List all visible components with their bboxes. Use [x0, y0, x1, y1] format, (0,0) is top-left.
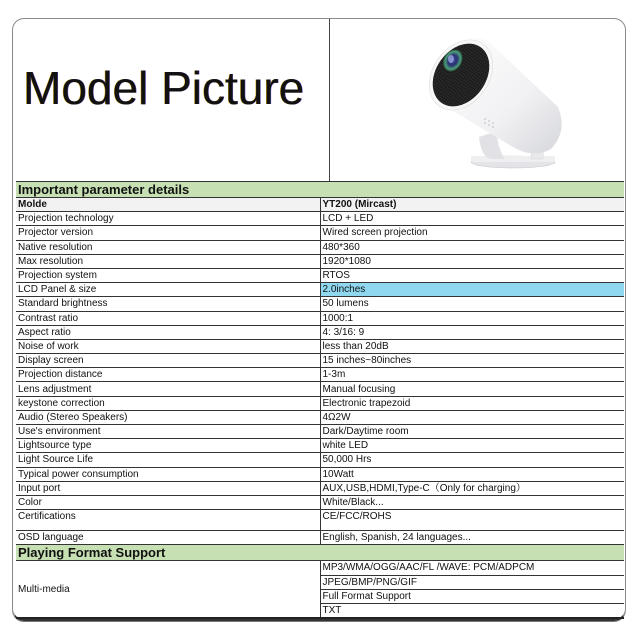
table-row — [16, 425, 624, 439]
table-row — [16, 212, 624, 226]
param-value: Dark/Daytime room — [320, 425, 624, 439]
param-label: Contrast ratio — [16, 311, 320, 325]
param-label: Use's environment — [16, 425, 320, 439]
table-row — [16, 254, 624, 268]
table-row — [16, 396, 624, 410]
table-row — [16, 481, 624, 495]
table-row — [16, 268, 624, 282]
param-value: AUX,USB,HDMI,Type-C（Only for charging） — [320, 481, 624, 495]
table-row — [16, 283, 624, 297]
param-label: Lens adjustment — [16, 382, 320, 396]
format-label: Multi-media — [16, 561, 320, 618]
param-value: 1-3m — [320, 368, 624, 382]
param-label: Standard brightness — [16, 297, 320, 311]
param-value: 10Watt — [320, 467, 624, 481]
format-value: JPEG/BMP/PNG/GIF — [320, 575, 624, 589]
table-row — [16, 311, 624, 325]
param-label: keystone correction — [16, 396, 320, 410]
table-row — [16, 467, 624, 481]
param-label: Molde — [16, 198, 320, 212]
param-value: Electronic trapezoid — [320, 396, 624, 410]
table-row — [16, 453, 624, 467]
param-label: OSD language — [16, 531, 320, 545]
param-value: Wired screen projection — [320, 226, 624, 240]
param-label: Projection distance — [16, 368, 320, 382]
param-value-highlighted: 2.0inches — [320, 283, 624, 297]
table-row — [16, 354, 624, 368]
param-label: LCD Panel & size — [16, 283, 320, 297]
table-row — [16, 410, 624, 424]
table-row — [16, 368, 624, 382]
projector-image — [413, 19, 573, 179]
table-row — [16, 510, 624, 531]
param-value: 50,000 Hrs — [320, 453, 624, 467]
format-value: TXT — [320, 603, 624, 618]
param-value: White/Black... — [320, 495, 624, 509]
table-row — [16, 495, 624, 509]
param-value: RTOS — [320, 268, 624, 282]
param-value: white LED — [320, 439, 624, 453]
model-picture-header — [13, 19, 624, 181]
table-row — [16, 339, 624, 353]
param-label: Max resolution — [16, 254, 320, 268]
format-value: MP3/WMA/OGG/AAC/FL /WAVE: PCM/ADPCM — [320, 561, 624, 575]
param-value: YT200 (Mircast) — [320, 198, 624, 212]
param-label: Projection technology — [16, 212, 320, 226]
section-header-formats: Playing Format Support — [16, 545, 624, 561]
param-label: Projection system — [16, 268, 320, 282]
format-value: Full Format Support — [320, 589, 624, 603]
param-value: less than 20dB — [320, 339, 624, 353]
table-row — [16, 561, 624, 575]
page-title: Model Picture — [23, 62, 305, 114]
param-label: Typical power consumption — [16, 467, 320, 481]
table-row — [16, 240, 624, 254]
param-label: Light Source Life — [16, 453, 320, 467]
param-value: Manual focusing — [320, 382, 624, 396]
table-row — [16, 325, 624, 339]
param-label: Input port — [16, 481, 320, 495]
param-label: Color — [16, 495, 320, 509]
param-value: English, Spanish, 24 languages... — [320, 531, 624, 545]
param-value: LCD + LED — [320, 212, 624, 226]
section-header-params: Important parameter details — [16, 182, 624, 198]
param-label: Noise of work — [16, 339, 320, 353]
table-row — [16, 226, 624, 240]
spec-table — [16, 181, 624, 619]
param-label: Aspect ratio — [16, 325, 320, 339]
param-value: CE/FCC/ROHS — [320, 510, 624, 531]
param-label: Native resolution — [16, 240, 320, 254]
param-value: 50 lumens — [320, 297, 624, 311]
param-label: Audio (Stereo Speakers) — [16, 410, 320, 424]
param-value: 4Ω2W — [320, 410, 624, 424]
param-label: Certifications — [16, 510, 320, 531]
param-value: 1920*1080 — [320, 254, 624, 268]
param-value: 480*360 — [320, 240, 624, 254]
table-row — [16, 297, 624, 311]
param-value: 15 inches~80inches — [320, 354, 624, 368]
table-row — [16, 382, 624, 396]
table-row — [16, 531, 624, 545]
table-row — [16, 198, 624, 212]
param-label: Projector version — [16, 226, 320, 240]
param-label: Display screen — [16, 354, 320, 368]
param-label: Lightsource type — [16, 439, 320, 453]
param-value: 4: 3/16: 9 — [320, 325, 624, 339]
column-divider — [329, 19, 330, 181]
table-row — [16, 439, 624, 453]
param-value: 1000:1 — [320, 311, 624, 325]
